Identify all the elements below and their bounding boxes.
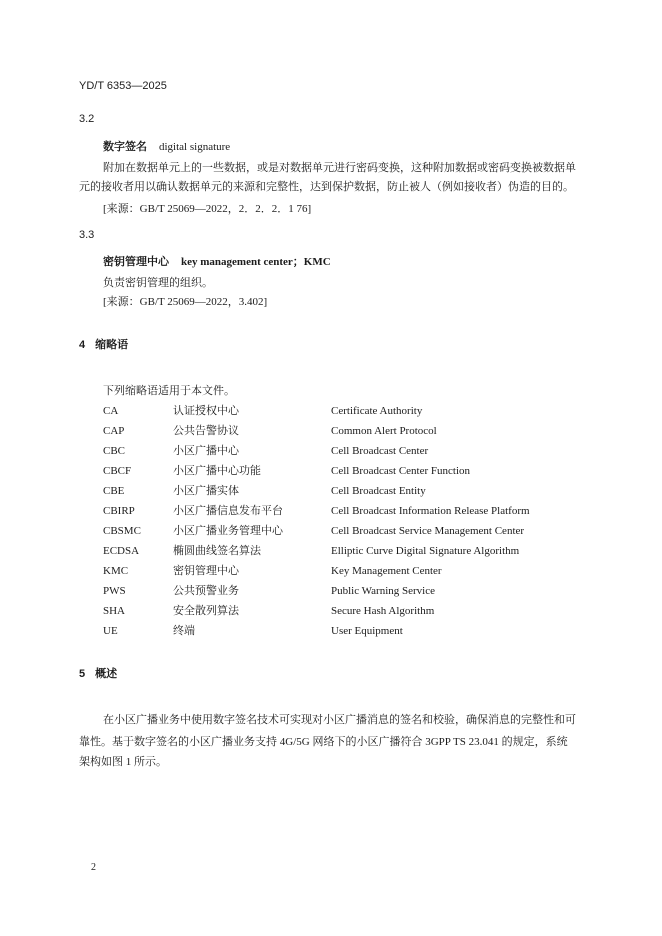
- abbreviation: UE: [103, 625, 118, 637]
- abbreviation-chinese: 密钥管理中心: [173, 565, 239, 577]
- paragraph-line: 在小区广播业务中使用数字签名技术可实现对小区广播消息的签名和校验，确保消息的完整性和可: [103, 714, 576, 726]
- section-number: 5: [79, 668, 86, 680]
- abbreviation-english: Cell Broadcast Center Function: [331, 465, 470, 477]
- abbreviation: SHA: [103, 605, 126, 617]
- abbreviation: KMC: [103, 565, 129, 577]
- abbreviation-english: Certificate Authority: [331, 405, 423, 417]
- abbreviation-chinese: 公共预警业务: [173, 585, 239, 597]
- term-number: 3.2: [79, 113, 95, 125]
- abbreviation-row: [103, 504, 623, 524]
- abbreviation-english: Key Management Center: [331, 565, 442, 577]
- section-heading: [79, 667, 117, 681]
- abbreviation-chinese: 公共告警协议: [173, 425, 239, 437]
- abbreviation-row: [103, 484, 623, 504]
- term-english: key management center；KMC: [181, 256, 331, 268]
- term-entry: [103, 140, 230, 154]
- abbreviation-row: [103, 624, 623, 644]
- term-chinese: 密钥管理中心: [103, 256, 169, 268]
- abbreviation-table: [103, 404, 623, 644]
- term-entry: [103, 255, 331, 269]
- abbreviation-row: [103, 464, 623, 484]
- abbreviation-english: Elliptic Curve Digital Signature Algorithm: [331, 545, 520, 557]
- section-title: 缩略语: [95, 339, 129, 351]
- abbreviation: CBIRP: [103, 505, 135, 517]
- abbreviation-chinese: 认证授权中心: [173, 405, 239, 417]
- section-title: 概述: [95, 668, 118, 680]
- abbreviation-chinese: 终端: [173, 625, 195, 637]
- abbreviation: CBC: [103, 445, 126, 457]
- term-english: digital signature: [159, 141, 231, 153]
- abbreviation: CBE: [103, 485, 125, 497]
- abbreviation-chinese: 安全散列算法: [173, 605, 239, 617]
- abbreviation-row: [103, 604, 623, 624]
- paragraph-line: 靠性。基于数字签名的小区广播业务支持 4G/5G 网络下的小区广播符合 3GPP TS 23.041 的规定，系统: [79, 736, 568, 748]
- section-intro: 下列缩略语适用于本文件。: [103, 385, 235, 397]
- abbreviation-row: [103, 524, 623, 544]
- term-source: [来源：GB/T 25069—2022，2．2．2．1 76]: [103, 203, 312, 215]
- abbreviation: CBCF: [103, 465, 132, 477]
- abbreviation: CA: [103, 405, 119, 417]
- abbreviation-english: Cell Broadcast Entity: [331, 485, 426, 497]
- abbreviation-row: [103, 404, 623, 424]
- document-code-header: YD/T 6353—2025: [79, 80, 167, 92]
- definition-line: 附加在数据单元上的一些数据，或是对数据单元进行密码变换，这种附加数据或密码变换被数据单: [103, 162, 576, 174]
- abbreviation-chinese: 小区广播中心: [173, 445, 239, 457]
- term-source: [来源：GB/T 25069—2022，3.402]: [103, 296, 268, 308]
- abbreviation-row: [103, 564, 623, 584]
- abbreviation-row: [103, 584, 623, 604]
- abbreviation: PWS: [103, 585, 126, 597]
- abbreviation-row: [103, 544, 623, 564]
- abbreviation-english: Cell Broadcast Center: [331, 445, 429, 457]
- definition-line: 负责密钥管理的组织。: [103, 277, 213, 289]
- abbreviation-english: User Equipment: [331, 625, 403, 637]
- abbreviation-english: Common Alert Protocol: [331, 425, 437, 437]
- abbreviation-chinese: 小区广播业务管理中心: [173, 525, 283, 537]
- abbreviation-english: Public Warning Service: [331, 585, 436, 597]
- abbreviation-english: Secure Hash Algorithm: [331, 605, 435, 617]
- section-number: 4: [79, 339, 86, 351]
- term-number: 3.3: [79, 229, 95, 241]
- abbreviation-chinese: 小区广播信息发布平台: [173, 505, 283, 517]
- abbreviation: CAP: [103, 425, 125, 437]
- abbreviation-english: Cell Broadcast Information Release Platform: [331, 505, 530, 517]
- section-heading: [79, 338, 128, 352]
- abbreviation: CBSMC: [103, 525, 141, 537]
- abbreviation-row: [103, 444, 623, 464]
- page-number: 2: [91, 862, 96, 873]
- abbreviation-row: [103, 424, 623, 444]
- term-chinese: 数字签名: [103, 141, 147, 153]
- paragraph-line: 架构如图 1 所示。: [79, 756, 167, 768]
- definition-line: 元的接收者用以确认数据单元的来源和完整性，达到保护数据，防止被人（例如接收者）伪造的目的。: [79, 181, 574, 193]
- abbreviation: ECDSA: [103, 545, 140, 557]
- abbreviation-chinese: 小区广播中心功能: [173, 465, 261, 477]
- abbreviation-english: Cell Broadcast Service Management Center: [331, 525, 525, 537]
- abbreviation-chinese: 椭圆曲线签名算法: [173, 545, 261, 557]
- abbreviation-chinese: 小区广播实体: [173, 485, 239, 497]
